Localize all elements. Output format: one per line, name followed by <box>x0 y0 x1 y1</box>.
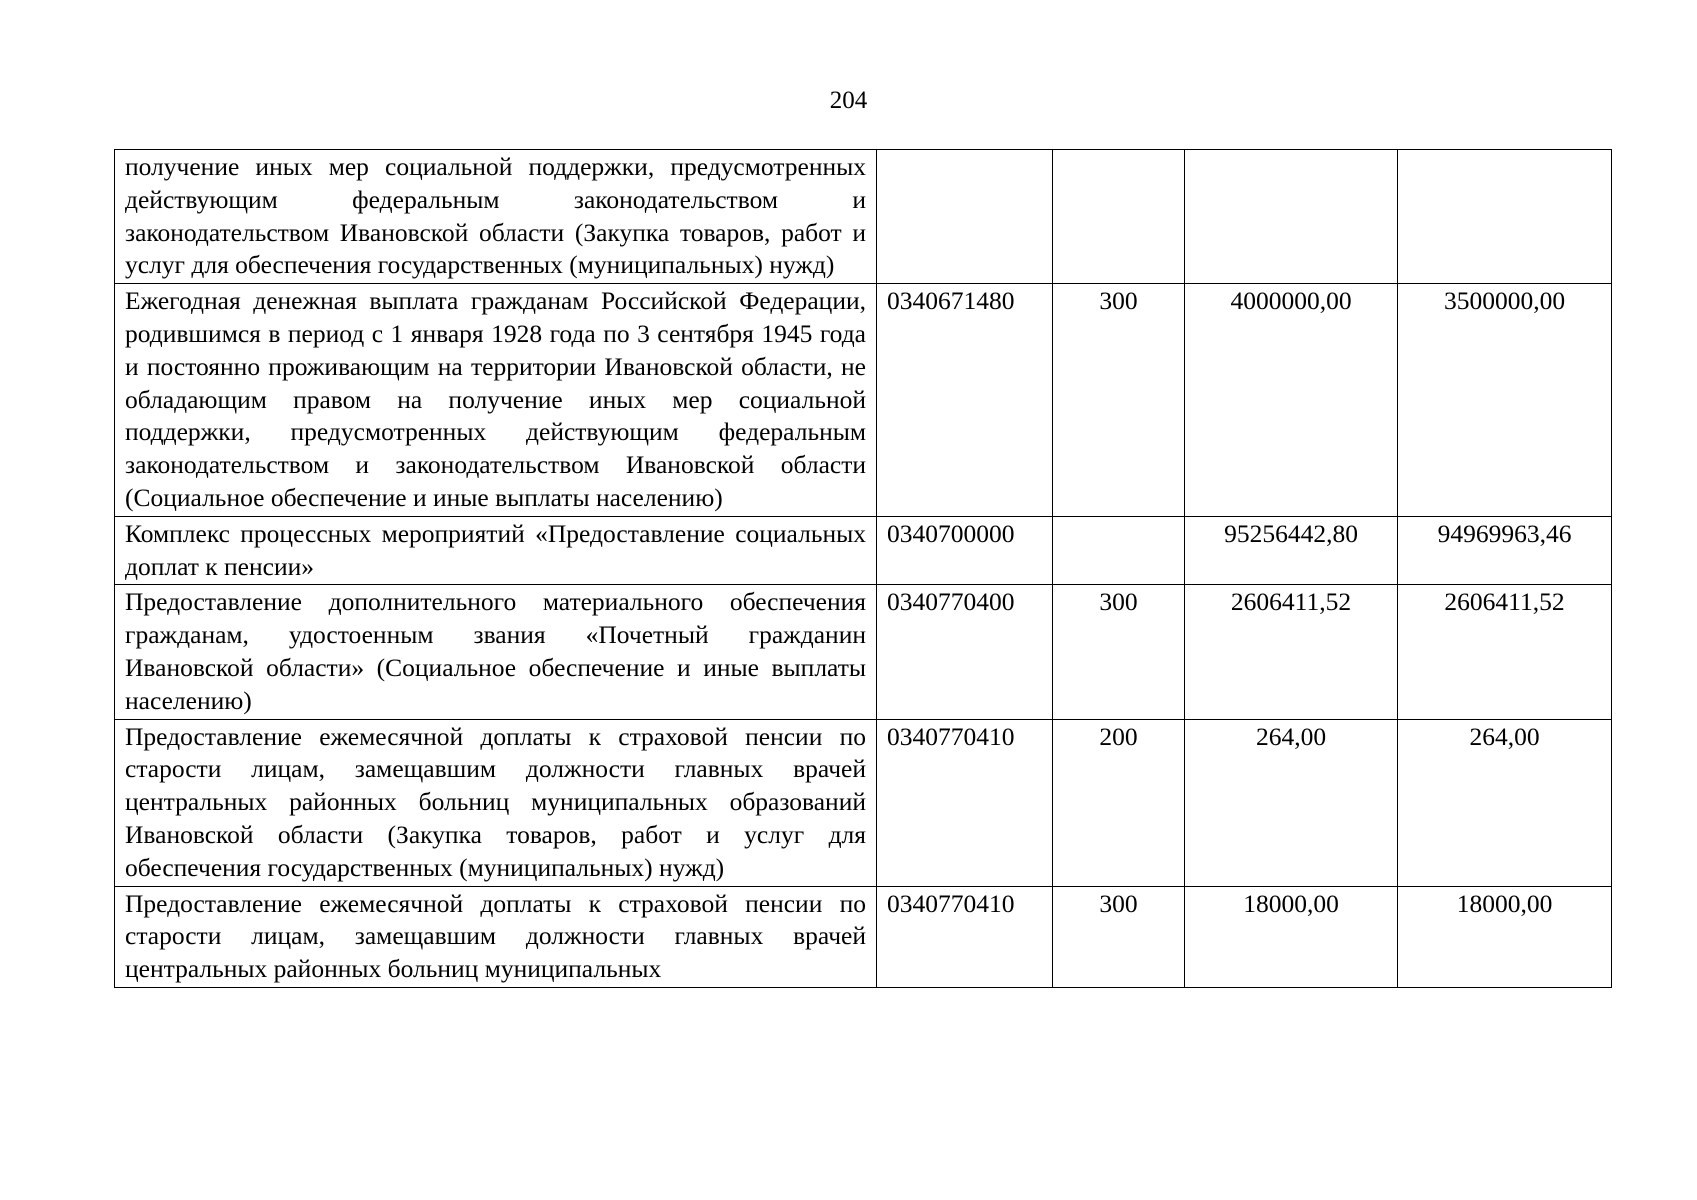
amount-cell-2: 94969963,46 <box>1398 516 1612 585</box>
item-name-cell: Ежегодная денежная выплата гражданам Российской Федерации, родившимся в период с 1 января 1928 года по 3 сентября 1945 года и постоянно проживающим на территории Ивановской области, не обладающим правом на получение иных мер социальной поддержки, предусмотренных действующим федеральным законодательством и законодательством Ивановской области (Социальное обеспечение и иные выплаты населению) <box>115 284 877 517</box>
target-code-cell: 0340770410 <box>877 719 1053 886</box>
item-name-cell: получение иных мер социальной поддержки, предусмотренных действующим федеральным законодательством и законодательством Ивановской области (Закупка товаров, работ и услуг для обеспечения государственных (муниципальных) нужд) <box>115 150 877 284</box>
expense-type-cell: 200 <box>1053 719 1185 886</box>
amount-cell-1 <box>1185 150 1398 284</box>
item-name-cell: Предоставление ежемесячной доплаты к страховой пенсии по старости лицам, замещавшим должности главных врачей центральных районных больниц муниципальных образований Ивановской области (Закупка товаров, работ и услуг для обеспечения государственных (муниципальных) нужд) <box>115 719 877 886</box>
expense-type-cell <box>1053 516 1185 585</box>
amount-cell-1: 264,00 <box>1185 719 1398 886</box>
expense-type-cell: 300 <box>1053 284 1185 517</box>
amount-cell-2 <box>1398 150 1612 284</box>
amount-cell-1: 95256442,80 <box>1185 516 1398 585</box>
table-row <box>115 284 1612 517</box>
target-code-cell <box>877 150 1053 284</box>
table-row <box>115 585 1612 719</box>
amount-cell-2: 2606411,52 <box>1398 585 1612 719</box>
amount-cell-2: 3500000,00 <box>1398 284 1612 517</box>
item-name-cell: Предоставление дополнительного материального обеспечения гражданам, удостоенным звания «Почетный гражданин Ивановской области» (Социальное обеспечение и иные выплаты населению) <box>115 585 877 719</box>
amount-cell-1: 2606411,52 <box>1185 585 1398 719</box>
amount-cell-1: 4000000,00 <box>1185 284 1398 517</box>
target-code-cell: 0340770410 <box>877 886 1053 987</box>
expense-type-cell <box>1053 150 1185 284</box>
target-code-cell: 0340770400 <box>877 585 1053 719</box>
expense-type-cell: 300 <box>1053 585 1185 719</box>
budget-table <box>114 149 1612 988</box>
table-row <box>115 719 1612 886</box>
table-row <box>115 150 1612 284</box>
amount-cell-1: 18000,00 <box>1185 886 1398 987</box>
amount-cell-2: 18000,00 <box>1398 886 1612 987</box>
page-number: 204 <box>829 87 868 114</box>
expense-type-cell: 300 <box>1053 886 1185 987</box>
item-name-cell: Предоставление ежемесячной доплаты к страховой пенсии по старости лицам, замещавшим должности главных врачей центральных районных больниц муниципальных <box>115 886 877 987</box>
amount-cell-2: 264,00 <box>1398 719 1612 886</box>
item-name-cell: Комплекс процессных мероприятий «Предоставление социальных доплат к пенсии» <box>115 516 877 585</box>
target-code-cell: 0340671480 <box>877 284 1053 517</box>
table-row <box>115 886 1612 987</box>
target-code-cell: 0340700000 <box>877 516 1053 585</box>
table-row <box>115 516 1612 585</box>
